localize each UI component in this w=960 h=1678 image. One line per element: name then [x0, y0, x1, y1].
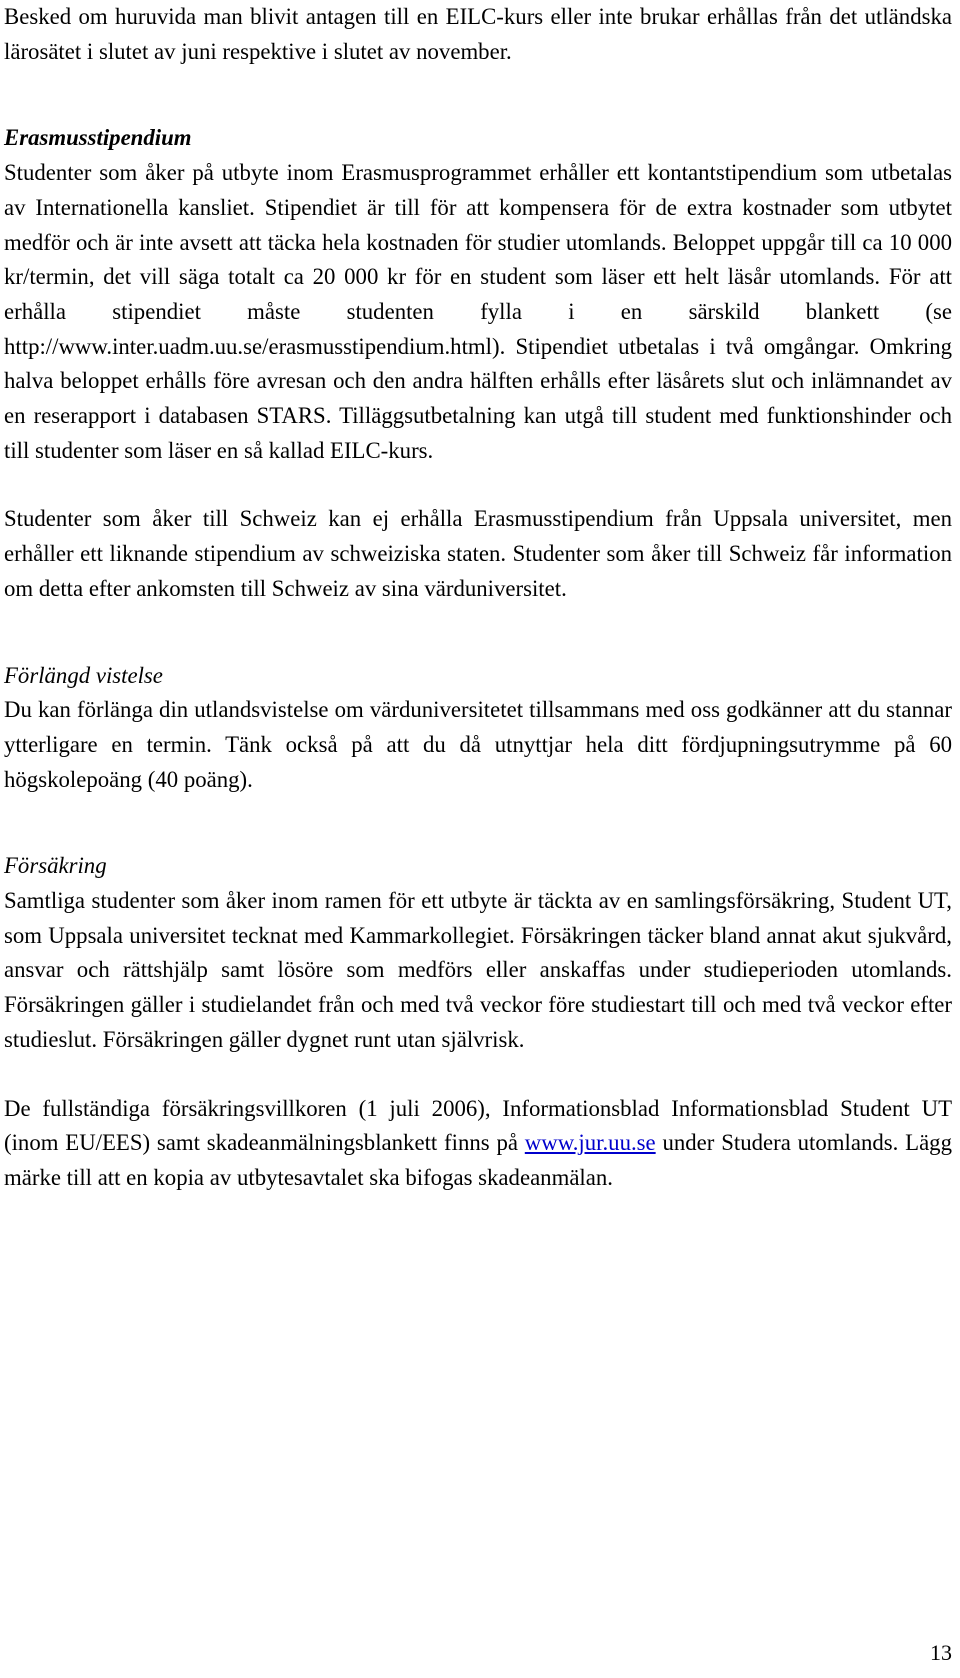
spacer: [4, 607, 952, 659]
extended-stay-paragraph: Du kan förlänga din utlandsvistelse om värduniversitetet tillsammans med oss godkänner att du stannar ytterligare en termin. Tänk också på att du då utnyttjar hela ditt fördjupningsutrymme på 60 högskolepoäng (40 poäng).: [4, 697, 952, 792]
erasmus-paragraph-1: Studenter som åker på utbyte inom Erasmusprogrammet erhåller ett kontantstipendium som utbetalas av Internationella kansliet. Stipendiet är till för att kompensera för de extra kostnader som utbytet medför och är inte avsett att täcka hela kostnaden för studier utomlands. Beloppet uppgår till ca 10 000 kr/termin, det vill säga totalt ca 20 000 kr för en student som läser ett helt läsår utomlands. För att erhålla stipendiet måste studenten fylla i en särskild blankett (se http://www.inter.uadm.uu.se/erasmusstipendium.html). Stipendiet utbetalas i två omgångar. Omkring halva beloppet erhålls före avresan och den andra hälften erhålls efter läsårets slut och inlämnandet av en reserapport i databasen STARS. Tilläggsutbetalning kan utgå till student med funktionshinder och till studenter som läser en så kallad EILC-kurs.: [4, 160, 952, 463]
extended-stay-heading: Förlängd vistelse: [4, 662, 163, 688]
erasmus-paragraph-2: Studenter som åker till Schweiz kan ej erhålla Erasmusstipendium från Uppsala universitet, men erhåller ett liknande stipendium av schweiziska staten. Studenter som åker till Schweiz får information om detta efter ankomsten till Schweiz av sina värduniversitet.: [4, 506, 952, 601]
erasmus-heading: Erasmusstipendium: [4, 125, 192, 151]
insurance-paragraph-2-text-b: under Studera utomlands. Lägg märke till att en kopia av utbytesavtalet ska bifogas skadeanmälan.: [4, 1130, 952, 1190]
spacer: [4, 69, 952, 121]
spacer: [4, 468, 952, 502]
insurance-paragraph-2-text-a: De fullständiga försäkringsvillkoren (1 juli 2006), Informationsblad Informationsblad Student UT (inom EU/EES) samt skadeanmälningsblankett finns på: [4, 1095, 952, 1156]
insurance-heading: Försäkring: [4, 853, 107, 879]
spacer: [4, 1058, 952, 1092]
insurance-paragraph-1: Samtliga studenter som åker inom ramen för ett utbyte är täckta av en samlingsförsäkring, Student UT, som Uppsala universitet tecknat med Kammarkollegiet. Försäkringen täcker bland annat akut sjukvård, ansvar och rättshjälp samt lösöre som medförs eller anskaffas under studieperioden utomlands. Försäkringen gäller i studielandet från och med två veckor före studiestart till och med två veckor efter studieslut. Försäkringen gäller dygnet runt utan självrisk.: [4, 888, 952, 1052]
intro-paragraph: Besked om huruvida man blivit antagen till en EILC-kurs eller inte brukar erhållas från det utländska lärosätet i slutet av juni respektive i slutet av november.: [4, 4, 952, 64]
jur-uu-link[interactable]: www.jur.uu.se: [524, 1130, 656, 1156]
insurance-paragraph-2: [4, 1092, 952, 1196]
page-number: 13: [930, 1640, 952, 1665]
spacer: [4, 797, 952, 849]
